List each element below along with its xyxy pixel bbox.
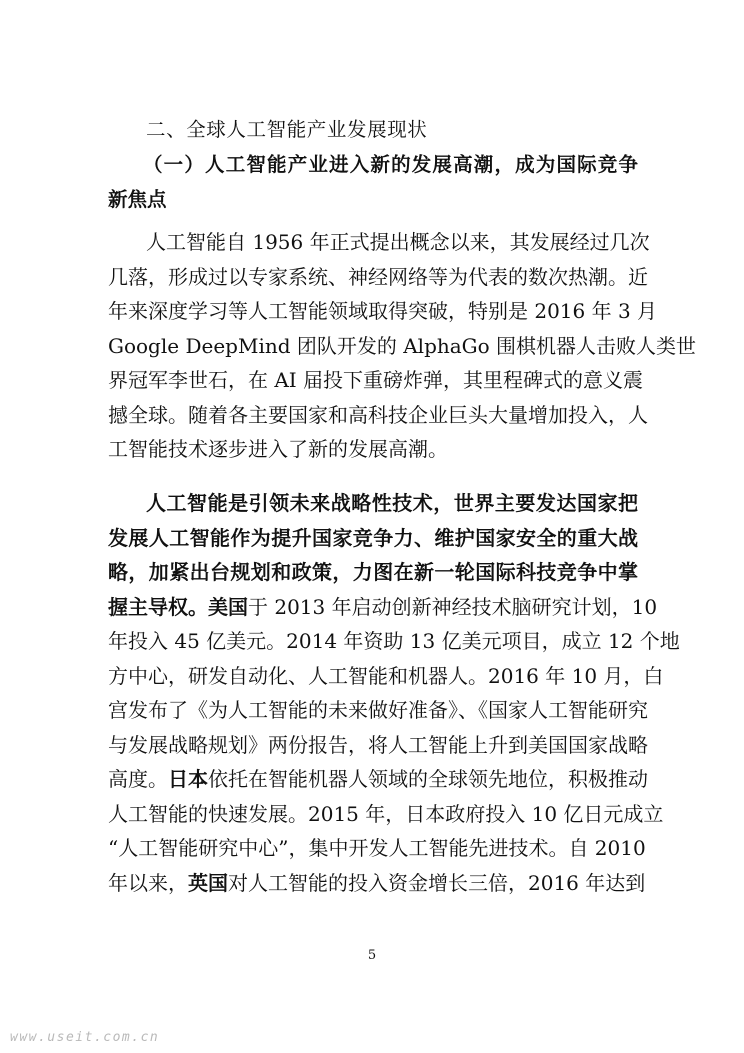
paragraph-line	[108, 866, 646, 901]
section-heading: 二、全球人工智能产业发展现状	[146, 118, 428, 141]
paragraph-line: 撼全球。随着各主要国家和高科技企业巨头大量增加投入，人	[108, 402, 648, 427]
line-text: 高度。	[108, 767, 168, 791]
paragraph-line: 略，加紧出台规划和政策，力图在新一轮国际科技竞争中掌	[108, 560, 638, 584]
paragraph-line: 几落，形成过以专家系统、神经网络等为代表的数次热潮。近	[108, 264, 648, 289]
country-usa: 美国	[208, 594, 248, 619]
country-japan: 日本	[168, 767, 208, 791]
paragraph-line	[108, 762, 648, 797]
paragraph-line: 界冠军李世石，在 AI 届投下重磅炸弹，其里程碑式的意义震	[108, 368, 644, 392]
paragraph-line: 与发展战略规划》两份报告，将人工智能上升到美国国家战略	[108, 732, 648, 757]
paragraph-line: 发展人工智能作为提升国家竞争力、维护国家安全的重大战	[108, 525, 638, 550]
subheading-line-1: （一）人工智能产业进入新的发展高潮，成为国际竞争	[143, 153, 638, 176]
paragraph-line: 人工智能的快速发展。2015 年，日本政府投入 10 亿日元成立	[108, 801, 664, 826]
watermark: www.useit.com.cn	[10, 1030, 160, 1045]
paragraph-line: 方中心，研发自动化、人工智能和机器人。2016 年 10 月，白	[108, 663, 664, 688]
line-text: 依托在智能机器人领域的全球领先地位，积极推动	[208, 767, 648, 791]
subheading	[108, 148, 638, 217]
subheading-line-2: 新焦点	[108, 187, 167, 211]
line-text: 于 2013 年启动创新神经技术脑研究计划，10	[248, 594, 658, 619]
paragraph-line: “人工智能研究中心”，集中开发人工智能先进技术。自 2010	[108, 836, 646, 860]
paragraph-2	[108, 486, 680, 900]
paragraph-line: 工智能技术逐步进入了新的发展高潮。	[108, 437, 448, 461]
paragraph-line: 人工智能是引领未来战略性技术，世界主要发达国家把	[146, 491, 638, 515]
paragraph-line	[108, 590, 658, 625]
paragraph-line: 年来深度学习等人工智能领域取得突破，特别是 2016 年 3 月	[108, 299, 658, 323]
paragraph-line: 年投入 45 亿美元。2014 年资助 13 亿美元项目，成立 12 个地	[108, 629, 680, 653]
page-number: 5	[367, 948, 377, 963]
paragraph-line: Google DeepMind 团队开发的 AlphaGo 围棋机器人击败人类世	[108, 333, 697, 358]
country-uk: 英国	[188, 870, 228, 895]
paragraph-1	[108, 225, 697, 467]
bold-phrase: 握主导权。	[108, 594, 208, 619]
paragraph-line: 宫发布了《为人工智能的未来做好准备》、《国家人工智能研究	[108, 698, 648, 722]
line-text: 年以来，	[108, 870, 188, 895]
line-text: 对人工智能的投入资金增长三倍，2016 年达到	[228, 870, 646, 895]
paragraph-line: 人工智能自 1956 年正式提出概念以来，其发展经过几次	[146, 230, 650, 254]
